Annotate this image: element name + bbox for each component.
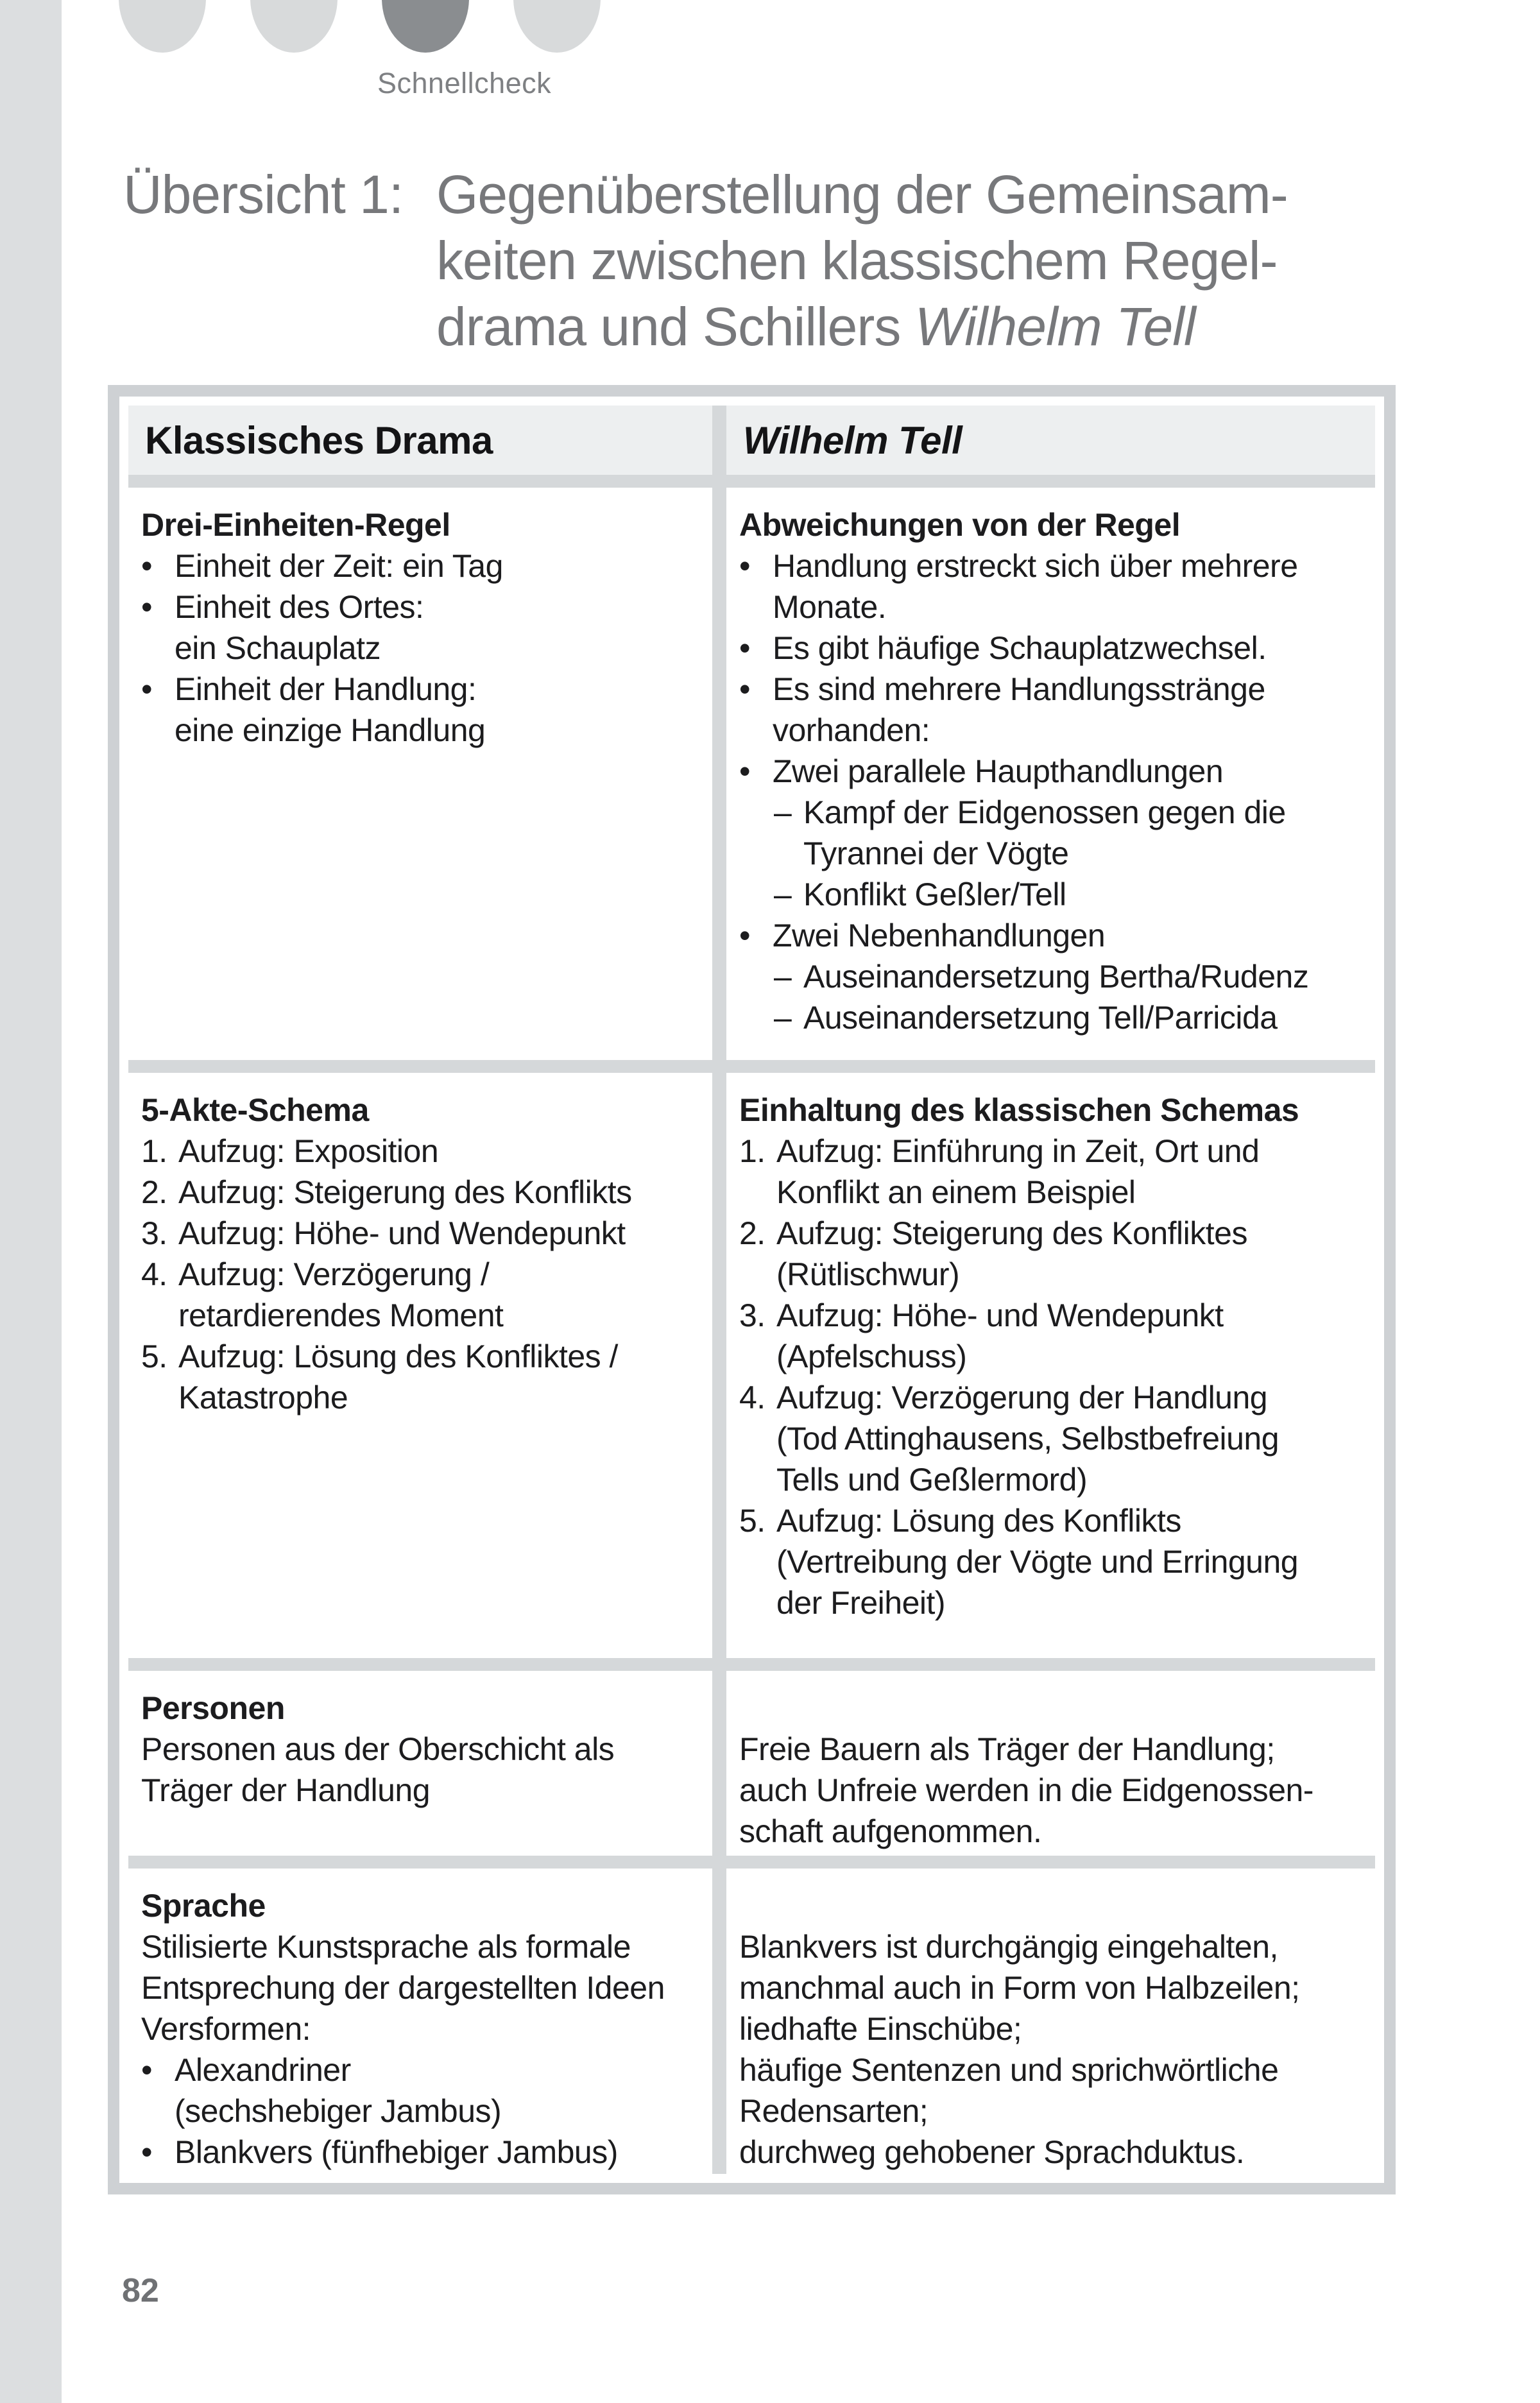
block-heading (141, 1090, 703, 1131)
block-bullet (739, 545, 1366, 628)
block-heading (141, 1688, 703, 1729)
text-line: Stilisierte Kunstsprache als formale (141, 1929, 631, 1965)
text-line: Aufzug: Höhe- und Wendepunkt (178, 1215, 626, 1251)
block-num (739, 1295, 1366, 1377)
text-line: Redensarten; (739, 2093, 928, 2129)
block-dash (774, 997, 1366, 1038)
bullet-marker: • (739, 548, 751, 584)
text-line: der Freiheit) (776, 1585, 946, 1621)
list-item-text (803, 956, 1308, 997)
list-number: 1. (141, 1133, 167, 1169)
block-bullet (141, 669, 703, 751)
text-line: Aufzug: Verzögerung / (178, 1256, 490, 1292)
text-line: Aufzug: Lösung des Konfliktes / (178, 1338, 618, 1374)
table-cell-row1-left (128, 488, 712, 1060)
dash-marker: – (774, 794, 792, 830)
list-item-text (178, 1336, 618, 1418)
text-line: Konflikt Geßler/Tell (803, 877, 1066, 912)
text-line: Kampf der Eidgenossen gegen die (803, 794, 1286, 830)
list-item-text (803, 997, 1278, 1038)
block-bullet (739, 628, 1366, 669)
text-line: (Tod Attinghausens, Selbstbefreiung (776, 1421, 1279, 1457)
table-cell-row4-left (128, 1869, 712, 2174)
block-text (141, 1926, 703, 2049)
bullet-marker: • (141, 671, 153, 707)
list-item-text (175, 586, 424, 669)
list-number: 1. (739, 1133, 766, 1169)
text-line: Zwei Nebenhandlungen (773, 918, 1106, 954)
text-line: Aufzug: Verzögerung der Handlung (776, 1380, 1268, 1415)
text-line: Alexandriner (175, 2052, 351, 2088)
text-line: liedhafte Einschübe; (739, 2011, 1022, 2047)
list-item-text (175, 2049, 501, 2132)
list-item-text (773, 628, 1267, 669)
text-line: 5-Akte-Schema (141, 1092, 369, 1128)
page-title (123, 162, 1288, 360)
list-number: 2. (141, 1174, 167, 1210)
page-number: 82 (122, 2272, 159, 2309)
list-item-text (776, 1500, 1298, 1623)
list-item-text (776, 1377, 1279, 1500)
title-line: drama und Schillers Wilhelm Tell (436, 296, 1195, 357)
block-heading (739, 1090, 1366, 1131)
bullet-marker: • (739, 630, 751, 666)
list-item-text (773, 669, 1265, 751)
list-number: 3. (141, 1215, 167, 1251)
text-line: (Rütlischwur) (776, 1256, 960, 1292)
text-line: Sprache (141, 1888, 266, 1924)
table-cell-row3-right (726, 1671, 1375, 1856)
text-line: Aufzug: Exposition (178, 1133, 439, 1169)
block-num (739, 1500, 1366, 1623)
table-grid (128, 406, 1375, 2174)
bullet-marker: • (141, 589, 153, 625)
dot-icon (119, 0, 206, 53)
column-header-klassisches-drama (128, 406, 712, 475)
block-text (141, 1729, 703, 1811)
list-item-text (773, 545, 1298, 628)
list-item-text (803, 792, 1286, 874)
list-item-text (773, 915, 1105, 956)
block-heading (739, 504, 1366, 545)
text-line: Auseinandersetzung Tell/Parricida (803, 1000, 1278, 1036)
text-line: Handlung erstreckt sich über mehrere (773, 548, 1298, 584)
text-line: Einheit des Ortes: (175, 589, 424, 625)
dot-icon (513, 0, 601, 53)
block-heading (141, 504, 703, 545)
list-number: 2. (739, 1215, 766, 1251)
block-text (739, 1729, 1366, 1852)
text-line: Konflikt an einem Beispiel (776, 1174, 1136, 1210)
block-bullet (739, 915, 1366, 956)
block-num (739, 1131, 1366, 1213)
text-line: Einhaltung des klassischen Schemas (739, 1092, 1299, 1128)
block-num (739, 1213, 1366, 1295)
text-line: Zwei parallele Haupthandlungen (773, 753, 1224, 789)
text-line: Entsprechung der dargestellten Ideen (141, 1970, 665, 2006)
block-bullet (739, 751, 1366, 792)
list-item-text (178, 1254, 503, 1336)
text-line: Freie Bauern als Träger der Handlung; (739, 1731, 1275, 1767)
text-line: Tells und Geßlermord) (776, 1462, 1088, 1498)
text-line: durchweg gehobener Sprachduktus. (739, 2134, 1245, 2170)
block-num (739, 1377, 1366, 1500)
text-line: (Vertreibung der Vögte und Erringung (776, 1544, 1299, 1580)
bullet-marker: • (739, 918, 751, 954)
list-item-text (178, 1131, 438, 1172)
title-line: keiten zwischen klassischem Regel- (436, 230, 1278, 291)
block-bullet (739, 669, 1366, 751)
list-number: 3. (739, 1297, 766, 1333)
block-num (141, 1172, 703, 1213)
bullet-marker: • (739, 671, 751, 707)
list-item-text (175, 545, 503, 586)
text-line: Aufzug: Lösung des Konflikts (776, 1503, 1181, 1539)
text-line: manchmal auch in Form von Halbzeilen; (739, 1970, 1300, 2006)
block-bullet (141, 545, 703, 586)
bullet-marker: • (141, 548, 153, 584)
cell-top-spacer (739, 1885, 1366, 1926)
list-item-text (776, 1131, 1259, 1213)
text-line: Aufzug: Einführung in Zeit, Ort und (776, 1133, 1260, 1169)
text-line: Einheit der Zeit: ein Tag (175, 548, 503, 584)
text-line: eine einzige Handlung (175, 712, 486, 748)
table-cell-row4-right (726, 1869, 1375, 2174)
list-item-text (178, 1172, 632, 1213)
table-cell-row2-right (726, 1073, 1375, 1658)
section-tab-label: Schnellcheck (377, 67, 552, 99)
page-left-margin-strip (0, 0, 62, 2403)
list-number: 4. (141, 1256, 167, 1292)
comparison-table (108, 385, 1396, 2194)
list-item-text (178, 1213, 626, 1254)
block-dash (774, 792, 1366, 874)
title-prefix: Übersicht 1: (123, 164, 404, 225)
text-line: Abweichungen von der Regel (739, 507, 1181, 543)
list-number: 4. (739, 1380, 766, 1415)
block-dash (774, 956, 1366, 997)
text-line: Es gibt häufige Schauplatzwechsel. (773, 630, 1267, 666)
text-line: Einheit der Handlung: (175, 671, 477, 707)
column-header-label: Klassisches Drama (145, 418, 493, 462)
text-line: Tyrannei der Vögte (803, 835, 1069, 871)
bullet-marker: • (141, 2052, 153, 2088)
text-line: Versformen: (141, 2011, 311, 2047)
text-line: (sechshebiger Jambus) (175, 2093, 502, 2129)
block-num (141, 1336, 703, 1418)
text-line: Es sind mehrere Handlungsstränge (773, 671, 1265, 707)
cell-top-spacer (739, 1688, 1366, 1729)
title-line: Gegenüberstellung der Gemeinsam- (436, 164, 1288, 225)
text-line: retardierendes Moment (178, 1297, 504, 1333)
block-bullet (141, 586, 703, 669)
list-number: 5. (141, 1338, 167, 1374)
list-number: 5. (739, 1503, 766, 1539)
table-cell-row3-left (128, 1671, 712, 1856)
text-line: (Apfelschuss) (776, 1338, 967, 1374)
block-num (141, 1254, 703, 1336)
table-cell-row1-right (726, 488, 1375, 1060)
work-title-italic: Wilhelm Tell (914, 296, 1195, 357)
title-text (436, 162, 1288, 360)
text-line: Blankvers ist durchgängig eingehalten, (739, 1929, 1278, 1965)
text-line: Drei-Einheiten-Regel (141, 507, 450, 543)
column-header-wilhelm-tell (726, 406, 1375, 475)
dash-marker: – (774, 877, 792, 912)
dash-marker: – (774, 959, 792, 995)
list-item-text (175, 669, 485, 751)
bullet-marker: • (739, 753, 751, 789)
block-bullet (141, 2049, 703, 2132)
block-dash (774, 874, 1366, 915)
list-item-text (803, 874, 1066, 915)
text-line: Aufzug: Steigerung des Konfliktes (776, 1215, 1247, 1251)
bullet-marker: • (141, 2134, 153, 2170)
text-line: Aufzug: Steigerung des Konflikts (178, 1174, 632, 1210)
text-line: Personen (141, 1690, 285, 1726)
dot-icon (250, 0, 338, 53)
text-line: Träger der Handlung (141, 1772, 431, 1808)
column-header-label: Wilhelm Tell (743, 418, 963, 462)
block-num (141, 1213, 703, 1254)
block-text (739, 1926, 1366, 2173)
block-bullet (141, 2132, 703, 2173)
text-line: schaft aufgenommen. (739, 1813, 1042, 1849)
text-line: Personen aus der Oberschicht als (141, 1731, 615, 1767)
block-heading (141, 1885, 703, 1926)
text-line: Auseinandersetzung Bertha/Rudenz (803, 959, 1309, 995)
dot-icon-active (382, 0, 469, 53)
text-line: Aufzug: Höhe- und Wendepunkt (776, 1297, 1224, 1333)
list-item-text (175, 2132, 618, 2173)
text-line: Katastrophe (178, 1380, 348, 1415)
dash-marker: – (774, 1000, 792, 1036)
text-line: Blankvers (fünfhebiger Jambus) (175, 2134, 618, 2170)
list-item-text (776, 1213, 1247, 1295)
text-line: ein Schauplatz (175, 630, 381, 666)
list-item-text (776, 1295, 1224, 1377)
text-line: häufige Sentenzen und sprichwörtliche (739, 2052, 1279, 2088)
table-cell-row2-left (128, 1073, 712, 1658)
block-num (141, 1131, 703, 1172)
text-line: Monate. (773, 589, 887, 625)
list-item-text (773, 751, 1223, 792)
text-line: auch Unfreie werden in die Eidgenossen- (739, 1772, 1313, 1808)
text-line: vorhanden: (773, 712, 930, 748)
